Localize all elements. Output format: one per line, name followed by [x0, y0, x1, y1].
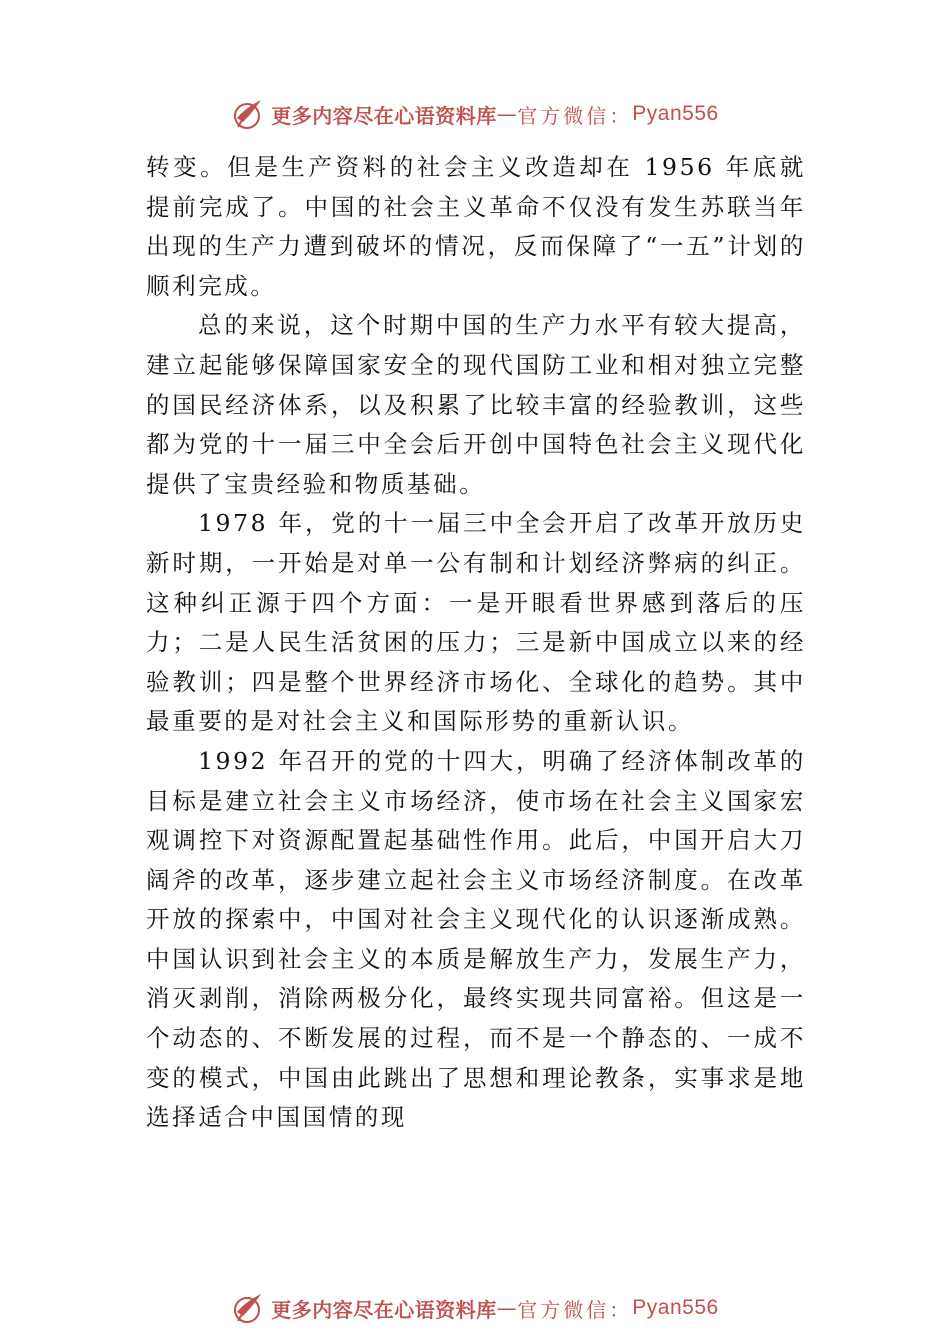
footer-banner — [0, 1288, 950, 1328]
banner-title: 更多内容尽在心语资料库 — [271, 103, 497, 128]
banner-dash: — — [496, 1296, 518, 1320]
paragraph-continuation: 转变。但是生产资料的社会主义改造却在 1956 年底就提前完成了。中国的社会主义革命不仅没有发生苏联当年出现的生产力遭到破坏的情况，反而保障了“一五”计划的顺利完成。 — [146, 153, 806, 300]
quill-logo-icon — [231, 1290, 267, 1326]
header-banner — [0, 94, 950, 134]
quill-logo-icon — [231, 96, 267, 132]
banner-wechat-id: Pyan556 — [632, 102, 719, 125]
banner-wechat-label: 官方微信： — [517, 1297, 633, 1322]
banner-dash: — — [496, 102, 518, 126]
paragraph: 总的来说，这个时期中国的生产力水平有较大提高，建立起能够保障国家安全的现代国防工业和相对独立完整的国民经济体系，以及积累了比较丰富的经验教训，这些都为党的十一届三中全会后开创中国特色社会主义现代化提供了宝贵经验和物质基础。 — [146, 311, 806, 498]
document-body — [146, 148, 806, 1138]
paragraph: 1992 年召开的党的十四大，明确了经济体制改革的目标是建立社会主义市场经济，使市场在社会主义国家宏观调控下对资源配置起基础性作用。此后，中国开启大刀阔斧的改革，逐步建立起社会主义市场经济制度。在改革开放的探索中，中国对社会主义现代化的认识逐渐成熟。中国认识到社会主义的本质是解放生产力，发展生产力，消灭剥削，消除两极分化，最终实现共同富裕。但这是一个动态的、不断发展的过程，而不是一个静态的、一成不变的模式，中国由此跳出了思想和理论教条，实事求是地选择适合中国国情的现 — [146, 746, 806, 1132]
banner-wechat-id: Pyan556 — [632, 1296, 719, 1319]
banner-title: 更多内容尽在心语资料库 — [271, 1297, 497, 1322]
banner-wechat-label: 官方微信： — [517, 103, 633, 128]
paragraph: 1978 年，党的十一届三中全会开启了改革开放历史新时期，一开始是对单一公有制和计划经济弊病的纠正。这种纠正源于四个方面：一是开眼看世界感到落后的压力；二是人民生活贫困的压力；三是新中国成立以来的经验教训；四是整个世界经济市场化、全球化的趋势。其中最重要的是对社会主义和国际形势的重新认识。 — [146, 509, 806, 736]
